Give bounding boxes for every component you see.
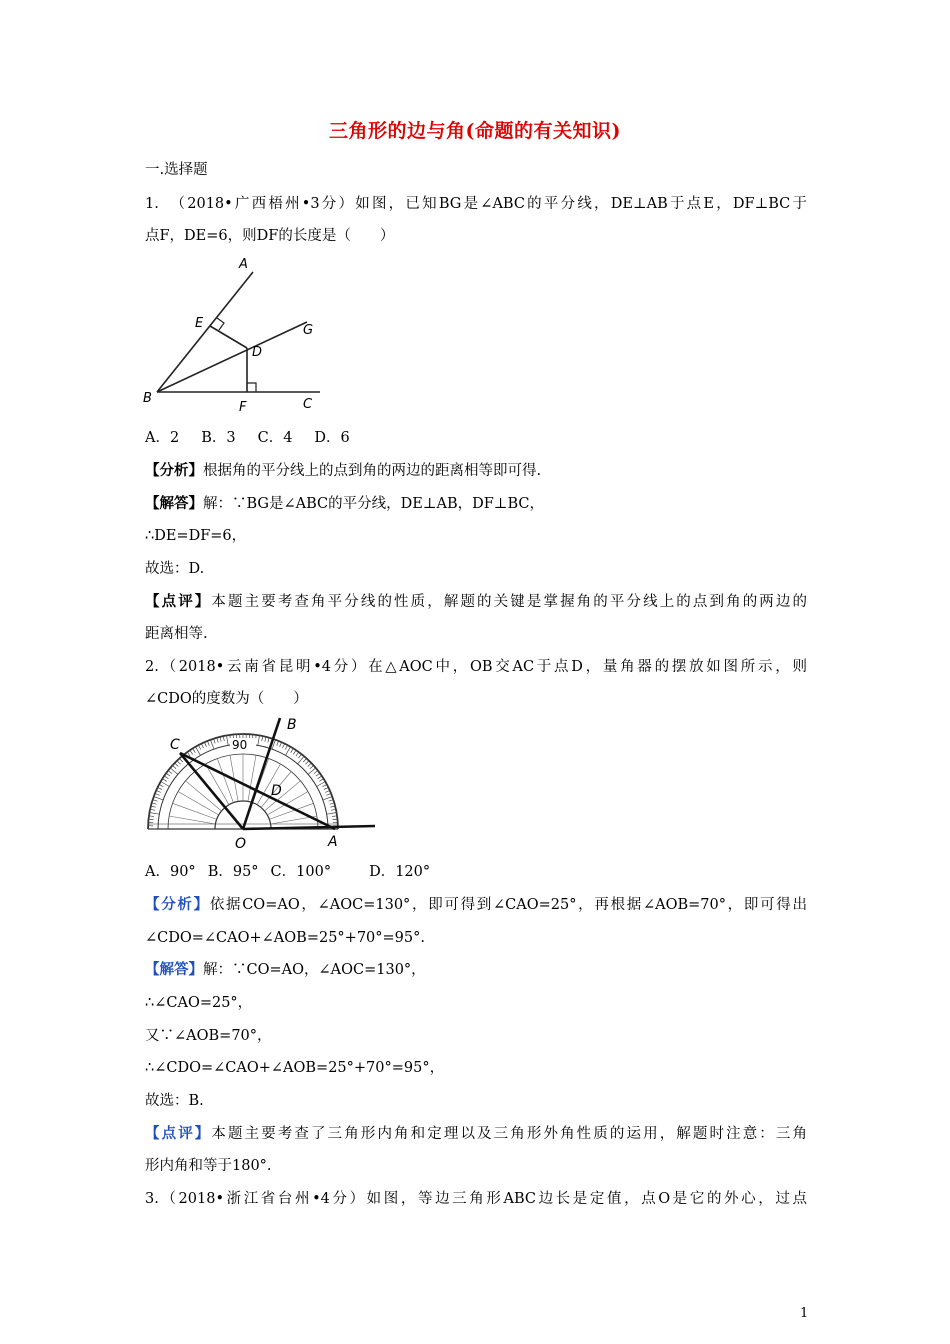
q2-option-a: A．90° [145,864,196,880]
q1-option-a: A．2 [145,430,180,446]
protractor-tick [323,784,327,786]
q1-stem-line2: 点F，DE=6，则DF的长度是（ ） [145,228,395,244]
protractor-tick [310,765,314,768]
protractor-tick [201,744,203,749]
q1-answer [145,494,544,514]
q2-label-c: C [170,737,180,753]
protractor-tick [154,797,163,800]
q1-comment [145,592,807,612]
protractor-tick [179,758,182,762]
protractor-tick [190,750,193,754]
protractor-tick [308,763,312,767]
q1-option-c: C．4 [257,430,293,446]
protractor-tick [193,748,196,752]
q2-analysis-line1: 依据CO=AO，∠AOC=130°，即可得到∠CAO=25°，再根据∠AOB=70°，即可得出 [209,897,807,913]
protractor-tick [152,803,157,804]
q2-comment-line1: 本题主要考查了三角形内角和定理以及三角形外角性质的运用，解题时注意：三角 [211,1126,808,1142]
protractor-ray [269,803,313,819]
q1-label-b: B [143,391,152,406]
q1-answer-tag: 【解答】 [145,495,203,512]
protractor-tick [159,784,163,786]
q2-option-b: B．95° [207,864,259,880]
protractor-tick [323,797,332,800]
q2-options [145,862,452,882]
section-heading: 一.选择题 [145,162,208,178]
q2-answer-line3: 又∵∠AOB=70°， [145,1028,272,1044]
protractor-tick [303,758,306,762]
q2-label-90: 90 [232,738,248,752]
page-number: 1 [800,1306,809,1321]
protractor-tick [318,776,322,779]
protractor-tick [227,735,229,745]
protractor-tick [277,741,279,746]
protractor-tick [326,793,331,795]
q2-answer-line5: 故选：B. [145,1093,204,1109]
q2-label-a: A [328,834,338,850]
protractor-tick [319,779,323,782]
q1-label-f: F [239,400,247,415]
q1-label-e: E [195,316,204,331]
q1-analysis [145,461,541,481]
q2-option-d: D．120° [369,864,431,880]
q2-analysis-line2: ∠CDO=∠CAO+∠AOB=25°+70°=95°. [145,930,425,946]
protractor-tick [296,752,299,756]
q1-answer-line3: 故选：D. [145,561,205,577]
q2-comment-tag: 【点评】 [145,1125,212,1142]
q2-label-d: D [271,783,282,799]
protractor-tick [258,735,260,745]
q1-option-d: D．6 [314,430,350,446]
page-title: 三角形的边与角(命题的有关知识) [329,120,621,142]
q1-comment-line1: 本题主要考查角平分线的性质，解题的关键是掌握角的平分线上的点到角的两边的 [211,594,808,610]
protractor-tick [175,763,179,767]
protractor-tick [211,740,214,749]
protractor-tick [333,819,338,820]
q2-comment-line2: 形内角和等于180°. [145,1158,272,1174]
protractor-tick [217,738,218,743]
q1-analysis-text: 根据角的平分线上的点到角的两边的距离相等即可得. [203,463,542,479]
protractor-tick [168,771,172,774]
protractor-tick [280,742,282,747]
q1-stem-line1: 1. （2018•广西梧州•3分）如图，已知BG是∠ABC的平分线，DE⊥AB于点E，DF⊥BC于 [145,196,807,212]
q3-stem-line1: 3.（2018•浙江省台州•4分）如图，等边三角形ABC边长是定值，点O是它的外心，过点 [145,1191,807,1207]
q2-analysis [145,895,807,915]
protractor-tick [198,745,200,749]
protractor-tick [172,765,176,768]
protractor-tick [204,742,206,747]
q1-label-c: C [303,397,313,412]
protractor-tick [291,748,294,752]
protractor-tick [327,813,337,815]
q1-comment-line2: 距离相等. [145,626,208,642]
q2-stem-line2: ∠CDO的度数为（ ） [145,691,308,707]
protractor-tick [164,776,168,779]
protractor-tick [166,773,170,776]
protractor-tick [155,793,160,795]
q1-options [145,428,372,448]
protractor-tick [298,754,301,758]
q2-analysis-tag: 【分析】 [145,896,210,913]
protractor-tick [158,787,163,789]
q2-comment [145,1124,807,1144]
protractor-tick [177,761,181,765]
q2-option-c: C．100° [270,864,332,880]
protractor-tick [283,744,285,749]
q2-answer-line2: ∴∠CAO=25°， [145,995,253,1011]
q2-protractor-figure [135,712,385,852]
protractor-tick [293,750,296,754]
protractor-tick [149,813,159,815]
q2-label-o: O [235,836,247,852]
protractor-tick [330,803,335,804]
q1-figure [135,250,335,420]
protractor-tick [162,779,166,782]
q2-answer-line1: 解：∵CO=AO，∠AOC=130°， [203,962,426,978]
protractor-tick [156,790,161,792]
q2-answer [145,960,426,980]
q1-analysis-tag: 【分析】 [145,462,203,479]
q2-answer-tag: 【解答】 [145,961,203,978]
q1-label-d: D [252,345,263,360]
protractor-tick [268,738,269,743]
protractor-ray [173,803,217,819]
q2-answer-line4: ∴∠CDO=∠CAO+∠AOB=25°+70°=95°， [145,1060,445,1076]
protractor-ray [217,759,233,803]
q2-stem-line1: 2.（2018•云南省昆明•4分）在△AOC中，OB交AC于点D，量角器的摆放如图所示，则 [145,659,807,675]
q1-label-a: A [239,257,248,272]
protractor-tick [207,741,209,746]
protractor-tick [306,761,310,765]
protractor-tick [314,771,318,774]
q1-comment-tag: 【点评】 [145,593,212,610]
protractor-tick [149,819,154,820]
protractor-tick [325,790,330,792]
protractor-ray [169,816,215,824]
q1-answer-line1: 解：∵BG是∠ABC的平分线，DE⊥AB，DF⊥BC， [203,496,544,512]
q1-answer-line2: ∴DE=DF=6， [145,528,247,544]
protractor-tick [285,745,287,749]
q1-label-g: G [303,323,314,338]
q1-option-b: B．3 [201,430,236,446]
protractor-tick [324,787,329,789]
protractor-tick [316,773,320,776]
q2-label-b: B [287,717,297,733]
